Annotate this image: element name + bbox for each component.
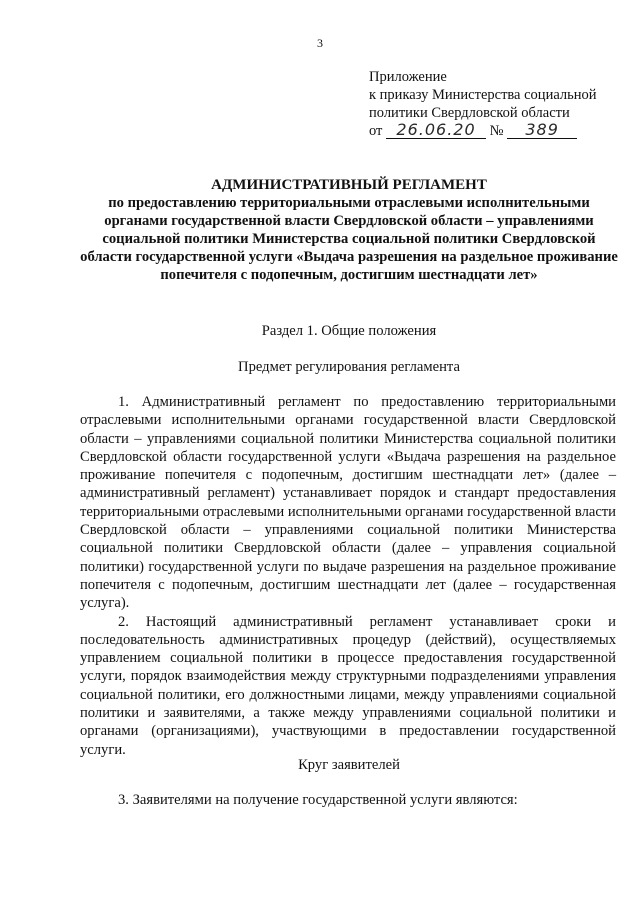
title-heading: АДМИНИСТРАТИВНЫЙ РЕГЛАМЕНТ [211,177,487,193]
applicants-heading: Круг заявителей [298,757,400,773]
order-date: 26.06.20 [386,122,486,139]
appendix-line-3: политики Свердловской области [369,105,570,121]
title-subtitle: по предоставлению территориальными отраслевыми исполнительными органами государственной власти Свердловской области – управлениями социальной политики Министерства социальной политики Свердловской области государственной услуги «Выдача разрешения на раздельное проживание попечителя с подопечным, достигшим шестнадцати лет» [80,195,618,283]
page-number: 3 [317,36,323,50]
document-title [80,176,618,284]
appendix-line-2: к приказу Министерства социальной [369,87,597,103]
appendix-date-line [369,122,629,140]
main-body [80,393,616,759]
appendix-block [369,68,629,140]
paragraph-3-block [80,791,616,809]
number-prefix: № [489,123,504,139]
section-heading: Раздел 1. Общие положения [261,323,437,339]
paragraph-3: 3. Заявителями на получение государственной услуги являются: [118,792,518,808]
paragraph-1: 1. Административный регламент по предоставлению территориальными отраслевыми исполнительными органами государственной власти Свердловской области – управлениями социальной политики Министерства социальной политики Свердловской области государственной услуги «Выдача разрешения на раздельное проживание попечителя с подопечным, достигшим шестнадцати лет» (далее – административный регламент) устанавливает порядок и стандарт предоставления территориальными отраслевыми исполнительными органами государственной власти Свердловской области – управлениями социальной политики Министерства социальной политики Свердловской области (далее – управления социальной политики) государственной услуги по выдаче разрешения на раздельное проживание попечителя с подопечным, достигшим шестнадцати лет (далее – государственная услуга). [80,394,616,612]
appendix-line-1: Приложение [369,69,447,85]
date-prefix: от [369,123,383,139]
order-number: 389 [507,122,577,139]
paragraph-2: 2. Настоящий административный регламент устанавливает сроки и последовательность административных процедур (действий), осуществляемых управлением социальной политики в процессе предоставления государственной услуги, порядок взаимодействия между структурными подразделениями управления социальной политики, его должностными лицами, между управлениями социальной политики и заявителями, а также между управлениями социальной политики и органами (организациями), участвующими в предоставлении государственной услуги. [80,613,616,758]
subsection-heading: Предмет регулирования регламента [238,359,460,375]
